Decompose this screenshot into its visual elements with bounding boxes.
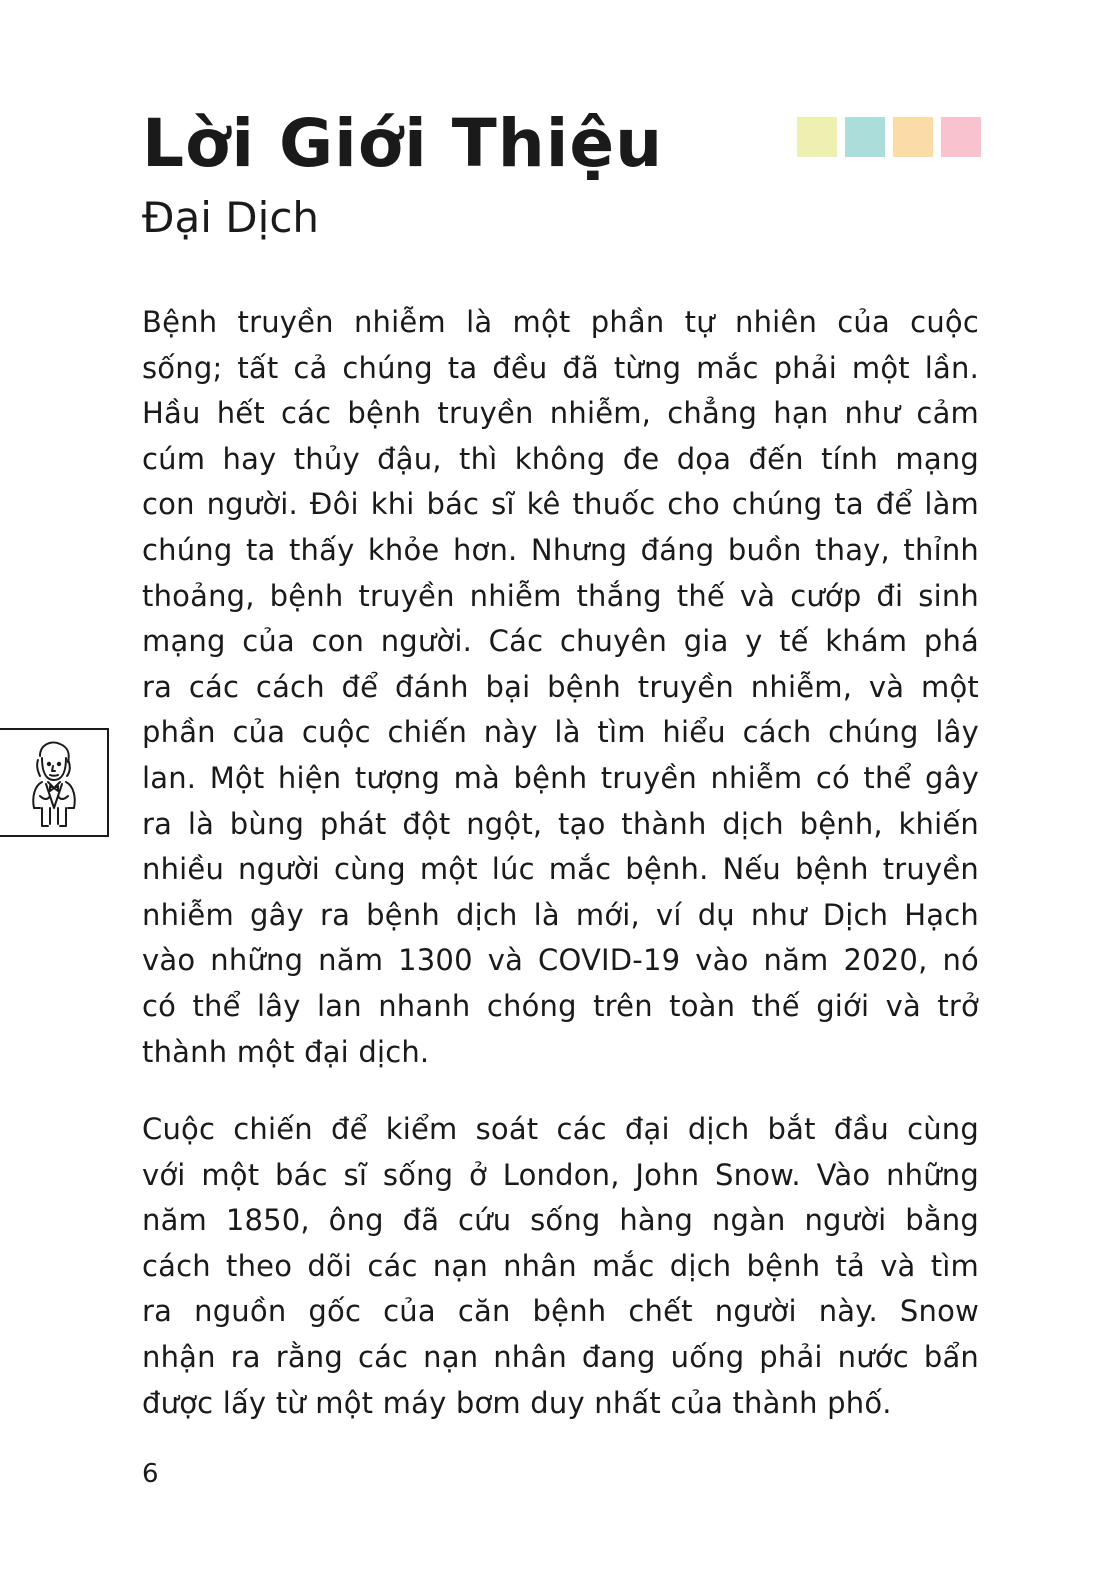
paragraph-line: lan. Một hiện tượng mà bệnh truyền nhiễm có thể gây — [142, 760, 979, 795]
paragraph-line: Bệnh truyền nhiễm là một phần tự nhiên của cuộc — [142, 305, 979, 339]
swatch-pink — [941, 117, 981, 157]
page-number: 6 — [142, 1459, 159, 1489]
paragraph-line: ra là bùng phát đột ngột, tạo thành dịch bệnh, khiến — [142, 806, 979, 841]
paragraph-line: chúng ta thấy khỏe hơn. Nhưng đáng buồn thay, thỉnh — [142, 532, 979, 567]
paragraph-line: thoảng, bệnh truyền nhiễm thắng thế và cướp đi sinh — [142, 578, 979, 613]
paragraph-line: có thể lây lan nhanh chóng trên toàn thế giới và trở — [142, 988, 979, 1023]
swatch-yellow — [797, 117, 837, 157]
swatch-teal — [845, 117, 885, 157]
portrait-frame — [0, 728, 109, 837]
paragraph-line: được lấy từ một máy bơm duy nhất của thành phố. — [142, 1385, 892, 1420]
paragraph-line: cách theo dõi các nạn nhân mắc dịch bệnh tả và tìm — [142, 1248, 979, 1283]
paragraph-line: ra các cách để đánh bại bệnh truyền nhiễm, và một — [142, 669, 979, 704]
paragraph-line: vào những năm 1300 và COVID-19 vào năm 2020, nó — [142, 943, 979, 978]
page-title: Lời Giới Thiệu — [142, 105, 664, 182]
paragraph-line: với một bác sĩ sống ở London, John Snow. Vào những — [142, 1157, 979, 1192]
paragraph-line: con người. Đôi khi bác sĩ kê thuốc cho chúng ta để làm — [142, 487, 979, 522]
paragraph-line: nhận ra rằng các nạn nhân đang uống phải nước bẩn — [142, 1339, 979, 1374]
paragraph-line: Hầu hết các bệnh truyền nhiễm, chẳng hạn như cảm — [142, 396, 979, 431]
intro-paragraph-1 — [142, 300, 979, 1075]
swatch-orange — [893, 117, 933, 157]
paragraph-line: nhiều người cùng một lúc mắc bệnh. Nếu bệnh truyền — [142, 852, 979, 887]
intro-paragraph-2 — [142, 1107, 979, 1426]
paragraph-line: phần của cuộc chiến này là tìm hiểu cách chúng lây — [142, 715, 979, 750]
paragraph-line: năm 1850, ông đã cứu sống hàng ngàn người bằng — [142, 1203, 979, 1238]
paragraph-line: cúm hay thủy đậu, thì không đe dọa đến tính mạng — [142, 441, 979, 476]
paragraph-line: thành một đại dịch. — [142, 1034, 430, 1069]
paragraph-line: Cuộc chiến để kiểm soát các đại dịch bắt đầu cùng — [142, 1112, 979, 1146]
paragraph-line: nhiễm gây ra bệnh dịch là mới, ví dụ như Dịch Hạch — [142, 897, 979, 932]
paragraph-line: ra nguồn gốc của căn bệnh chết người này. Snow — [142, 1294, 979, 1329]
color-swatches — [797, 117, 981, 157]
doctor-portrait-icon — [26, 738, 82, 830]
paragraph-line: sống; tất cả chúng ta đều đã từng mắc phải một lần. — [142, 350, 979, 385]
paragraph-line: mạng của con người. Các chuyên gia y tế khám phá — [142, 624, 979, 659]
page-subtitle: Đại Dịch — [142, 193, 320, 242]
